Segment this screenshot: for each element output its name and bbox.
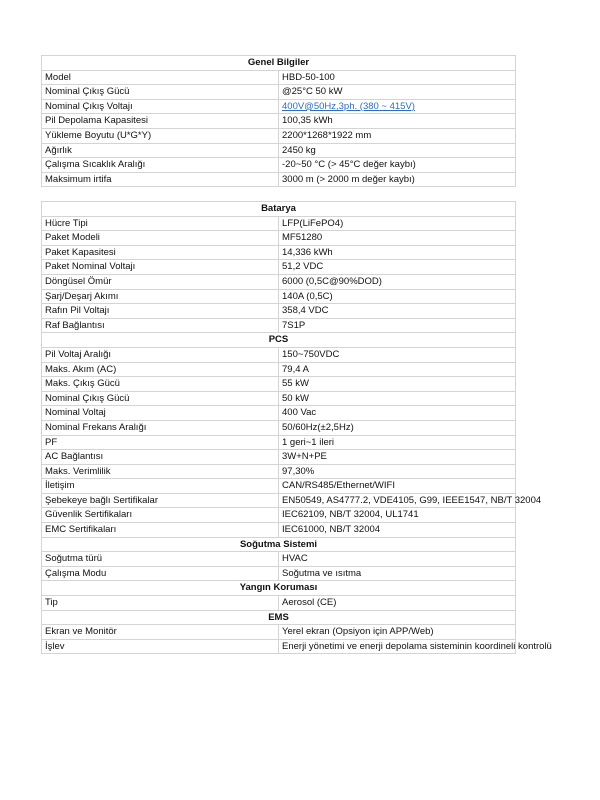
- spec-value: 50 kW: [279, 391, 516, 406]
- general-info-table: [41, 55, 516, 187]
- spec-label: Yükleme Boyutu (U*G*Y): [42, 128, 279, 143]
- table-row: [42, 479, 516, 494]
- technical-spec-table: [41, 201, 552, 654]
- table-row: [42, 552, 516, 567]
- spec-label: Tip: [42, 596, 279, 611]
- spec-value: -20~50 °C (> 45°C değer kaybı): [279, 158, 516, 173]
- spec-label: İşlev: [42, 639, 279, 654]
- table-row: [42, 70, 516, 85]
- spec-value: 14,336 kWh: [279, 245, 516, 260]
- spec-value: 100,35 kWh: [279, 114, 516, 129]
- table-row: [42, 625, 516, 640]
- spec-label: AC Bağlantısı: [42, 450, 279, 465]
- table-row: [42, 304, 516, 319]
- spec-label: Şebekeye bağlı Sertifikalar: [42, 493, 279, 508]
- table-row: [42, 639, 516, 654]
- spec-value: 79,4 A: [279, 362, 516, 377]
- spec-value: CAN/RS485/Ethernet/WIFI: [279, 479, 516, 494]
- spec-value: Soğutma ve ısıtma: [279, 566, 516, 581]
- table-row: [42, 420, 516, 435]
- table-row: [42, 347, 516, 362]
- table-row: [42, 377, 516, 392]
- table-row: [42, 260, 516, 275]
- table-row: [42, 289, 516, 304]
- spec-value: IEC61000, NB/T 32004: [279, 523, 516, 538]
- table-row: [42, 231, 516, 246]
- spec-value: Enerji yönetimi ve enerji depolama sisteminin koordineli kontrolü: [279, 639, 516, 654]
- table-row: [42, 508, 516, 523]
- spec-label: Pil Depolama Kapasitesi: [42, 114, 279, 129]
- table-row: [42, 216, 516, 231]
- spec-label: Pil Voltaj Aralığı: [42, 347, 279, 362]
- spec-value: 55 kW: [279, 377, 516, 392]
- spec-label: Soğutma türü: [42, 552, 279, 567]
- section-title-battery: Batarya: [42, 202, 516, 217]
- spec-label: Hücre Tipi: [42, 216, 279, 231]
- spec-label: Raf Bağlantısı: [42, 318, 279, 333]
- voltage-link[interactable]: 400V@50Hz,3ph. (380 ~ 415V): [282, 100, 415, 112]
- spec-label: Ekran ve Monitör: [42, 625, 279, 640]
- spec-value: HBD-50-100: [279, 70, 516, 85]
- table-row: [42, 85, 516, 100]
- spec-label: Paket Modeli: [42, 231, 279, 246]
- table-row: [42, 391, 516, 406]
- spec-label: EMC Sertifikaları: [42, 523, 279, 538]
- spec-label: Şarj/Deşarj Akımı: [42, 289, 279, 304]
- table-row: [42, 172, 516, 187]
- table-row: [42, 318, 516, 333]
- spec-label: Nominal Çıkış Gücü: [42, 85, 279, 100]
- spec-label: Maks. Verimlilik: [42, 464, 279, 479]
- section-header-row: [42, 202, 516, 217]
- spec-value: 358,4 VDC: [279, 304, 516, 319]
- spec-value-cell: [279, 99, 516, 114]
- spec-value: 140A (0,5C): [279, 289, 516, 304]
- spec-value: 51,2 VDC: [279, 260, 516, 275]
- spec-value: Aerosol (CE): [279, 596, 516, 611]
- spec-label: Maks. Çıkış Gücü: [42, 377, 279, 392]
- table-row: [42, 464, 516, 479]
- spec-label: Nominal Çıkış Voltajı: [42, 99, 279, 114]
- section-header-row: [42, 56, 516, 71]
- table-row: [42, 114, 516, 129]
- table-row: [42, 596, 516, 611]
- table-row: [42, 245, 516, 260]
- spec-label: Güvenlik Sertifikaları: [42, 508, 279, 523]
- spec-value: 1 geri~1 ileri: [279, 435, 516, 450]
- spec-value: 3000 m (> 2000 m değer kaybı): [279, 172, 516, 187]
- section-title-cooling: Soğutma Sistemi: [42, 537, 516, 552]
- spec-label: Rafın Pil Voltajı: [42, 304, 279, 319]
- spec-value: LFP(LiFePO4): [279, 216, 516, 231]
- spec-label: Çalışma Modu: [42, 566, 279, 581]
- spec-value: 6000 (0,5C@90%DOD): [279, 274, 516, 289]
- table-row: [42, 566, 516, 581]
- table-row: [42, 435, 516, 450]
- spec-label: Model: [42, 70, 279, 85]
- table-row: [42, 158, 516, 173]
- spec-label: Nominal Voltaj: [42, 406, 279, 421]
- section-title-general: Genel Bilgiler: [42, 56, 516, 71]
- spec-label: Paket Kapasitesi: [42, 245, 279, 260]
- spec-value: MF51280: [279, 231, 516, 246]
- spec-label: PF: [42, 435, 279, 450]
- spec-value: 2450 kg: [279, 143, 516, 158]
- table-row: [42, 99, 516, 114]
- table-row: [42, 523, 516, 538]
- section-header-row: [42, 333, 516, 348]
- section-title-ems: EMS: [42, 610, 516, 625]
- section-header-row: [42, 537, 516, 552]
- spec-value: EN50549, AS4777.2, VDE4105, G99, IEEE1547, NB/T 32004: [279, 493, 516, 508]
- spec-label: Nominal Frekans Aralığı: [42, 420, 279, 435]
- spec-label: Maksimum irtifa: [42, 172, 279, 187]
- spec-label: İletişim: [42, 479, 279, 494]
- section-title-fire: Yangın Koruması: [42, 581, 516, 596]
- section-header-row: [42, 610, 516, 625]
- spec-label: Döngüsel Ömür: [42, 274, 279, 289]
- spec-value: @25°C 50 kW: [279, 85, 516, 100]
- section-title-pcs: PCS: [42, 333, 516, 348]
- table-row: [42, 450, 516, 465]
- section-header-row: [42, 581, 516, 596]
- spec-value: 3W+N+PE: [279, 450, 516, 465]
- spec-value: 2200*1268*1922 mm: [279, 128, 516, 143]
- spec-value: 50/60Hz(±2,5Hz): [279, 420, 516, 435]
- spec-value: 150~750VDC: [279, 347, 516, 362]
- spec-label: Ağırlık: [42, 143, 279, 158]
- spec-value: 97,30%: [279, 464, 516, 479]
- table-row: [42, 362, 516, 377]
- spec-value: 400 Vac: [279, 406, 516, 421]
- spec-label: Paket Nominal Voltajı: [42, 260, 279, 275]
- table-row: [42, 493, 516, 508]
- spec-label: Çalışma Sıcaklık Aralığı: [42, 158, 279, 173]
- table-row: [42, 406, 516, 421]
- table-row: [42, 143, 516, 158]
- spec-label: Maks. Akım (AC): [42, 362, 279, 377]
- table-row: [42, 274, 516, 289]
- spec-label: Nominal Çıkış Gücü: [42, 391, 279, 406]
- table-row: [42, 128, 516, 143]
- spec-value: 7S1P: [279, 318, 516, 333]
- spec-value: Yerel ekran (Opsiyon için APP/Web): [279, 625, 516, 640]
- spec-value: HVAC: [279, 552, 516, 567]
- spec-value: IEC62109, NB/T 32004, UL1741: [279, 508, 516, 523]
